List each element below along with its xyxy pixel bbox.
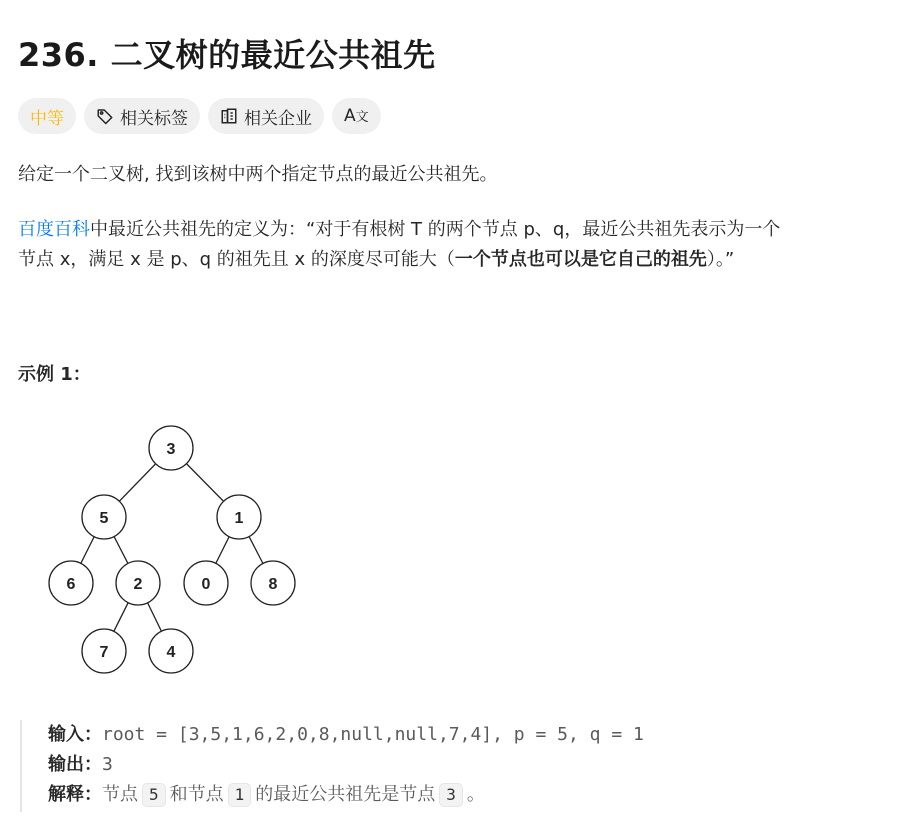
explain-text-3: 的最近公共祖先是节点 [255, 784, 436, 805]
tree-node-2: 2 [133, 576, 143, 593]
definition-line2-end: ）。” [706, 249, 735, 270]
example-explain-line [48, 780, 900, 810]
translate-icon: A文 [344, 106, 369, 126]
example-input-line [48, 720, 900, 750]
related-companies-label: 相关企业 [244, 108, 312, 129]
related-tags-label: 相关标签 [120, 108, 188, 129]
baidu-baike-link[interactable]: 百度百科 [18, 219, 90, 240]
related-tags-button[interactable] [84, 98, 200, 134]
binary-tree-diagram [40, 420, 310, 690]
explain-text-1: 节点 [102, 784, 138, 805]
explain-text-2: 和节点 [169, 784, 224, 805]
definition-line1: 中最近公共祖先的定义为：“对于有根树 T 的两个节点 p、q，最近公共祖先表示为一个 [90, 219, 781, 240]
input-label: 输入： [48, 724, 102, 745]
input-value: root = [3,5,1,6,2,0,8,null,null,7,4], p = 5, q = 1 [102, 724, 644, 745]
tree-node-4: 4 [166, 644, 176, 661]
tree-node-5: 5 [99, 510, 109, 527]
example-1-title: 示例 1： [18, 364, 91, 385]
output-label: 输出： [48, 754, 102, 775]
problem-description: 给定一个二叉树, 找到该树中两个指定节点的最近公共祖先。 [18, 164, 498, 185]
tag-icon [96, 107, 114, 125]
related-companies-button[interactable] [208, 98, 324, 134]
difficulty-badge[interactable]: 中等 [18, 98, 76, 134]
definition-line2-bold: 一个节点也可以是它自己的祖先 [454, 249, 707, 270]
definition-paragraph [18, 215, 780, 275]
tree-node-7: 7 [99, 644, 109, 661]
translate-button[interactable] [332, 98, 381, 134]
explain-label: 解释： [48, 784, 102, 805]
example-block [20, 720, 900, 812]
explain-text-4: 。 [466, 784, 485, 805]
problem-title: 236. 二叉树的最近公共祖先 [18, 36, 436, 74]
tree-node-3: 3 [166, 441, 176, 458]
building-icon [220, 107, 238, 125]
inline-code-q: 1 [228, 783, 252, 807]
tree-node-6: 6 [66, 576, 76, 593]
inline-code-answer: 3 [439, 783, 463, 807]
tree-node-0: 0 [201, 576, 211, 593]
tag-bar [18, 98, 381, 134]
tree-node-8: 8 [268, 576, 278, 593]
output-value: 3 [102, 754, 113, 775]
example-output-line [48, 750, 900, 780]
definition-line2-start: 节点 x，满足 x 是 p、q 的祖先且 x 的深度尽可能大（ [18, 249, 455, 270]
inline-code-p: 5 [142, 783, 166, 807]
tree-node-1: 1 [234, 510, 244, 527]
